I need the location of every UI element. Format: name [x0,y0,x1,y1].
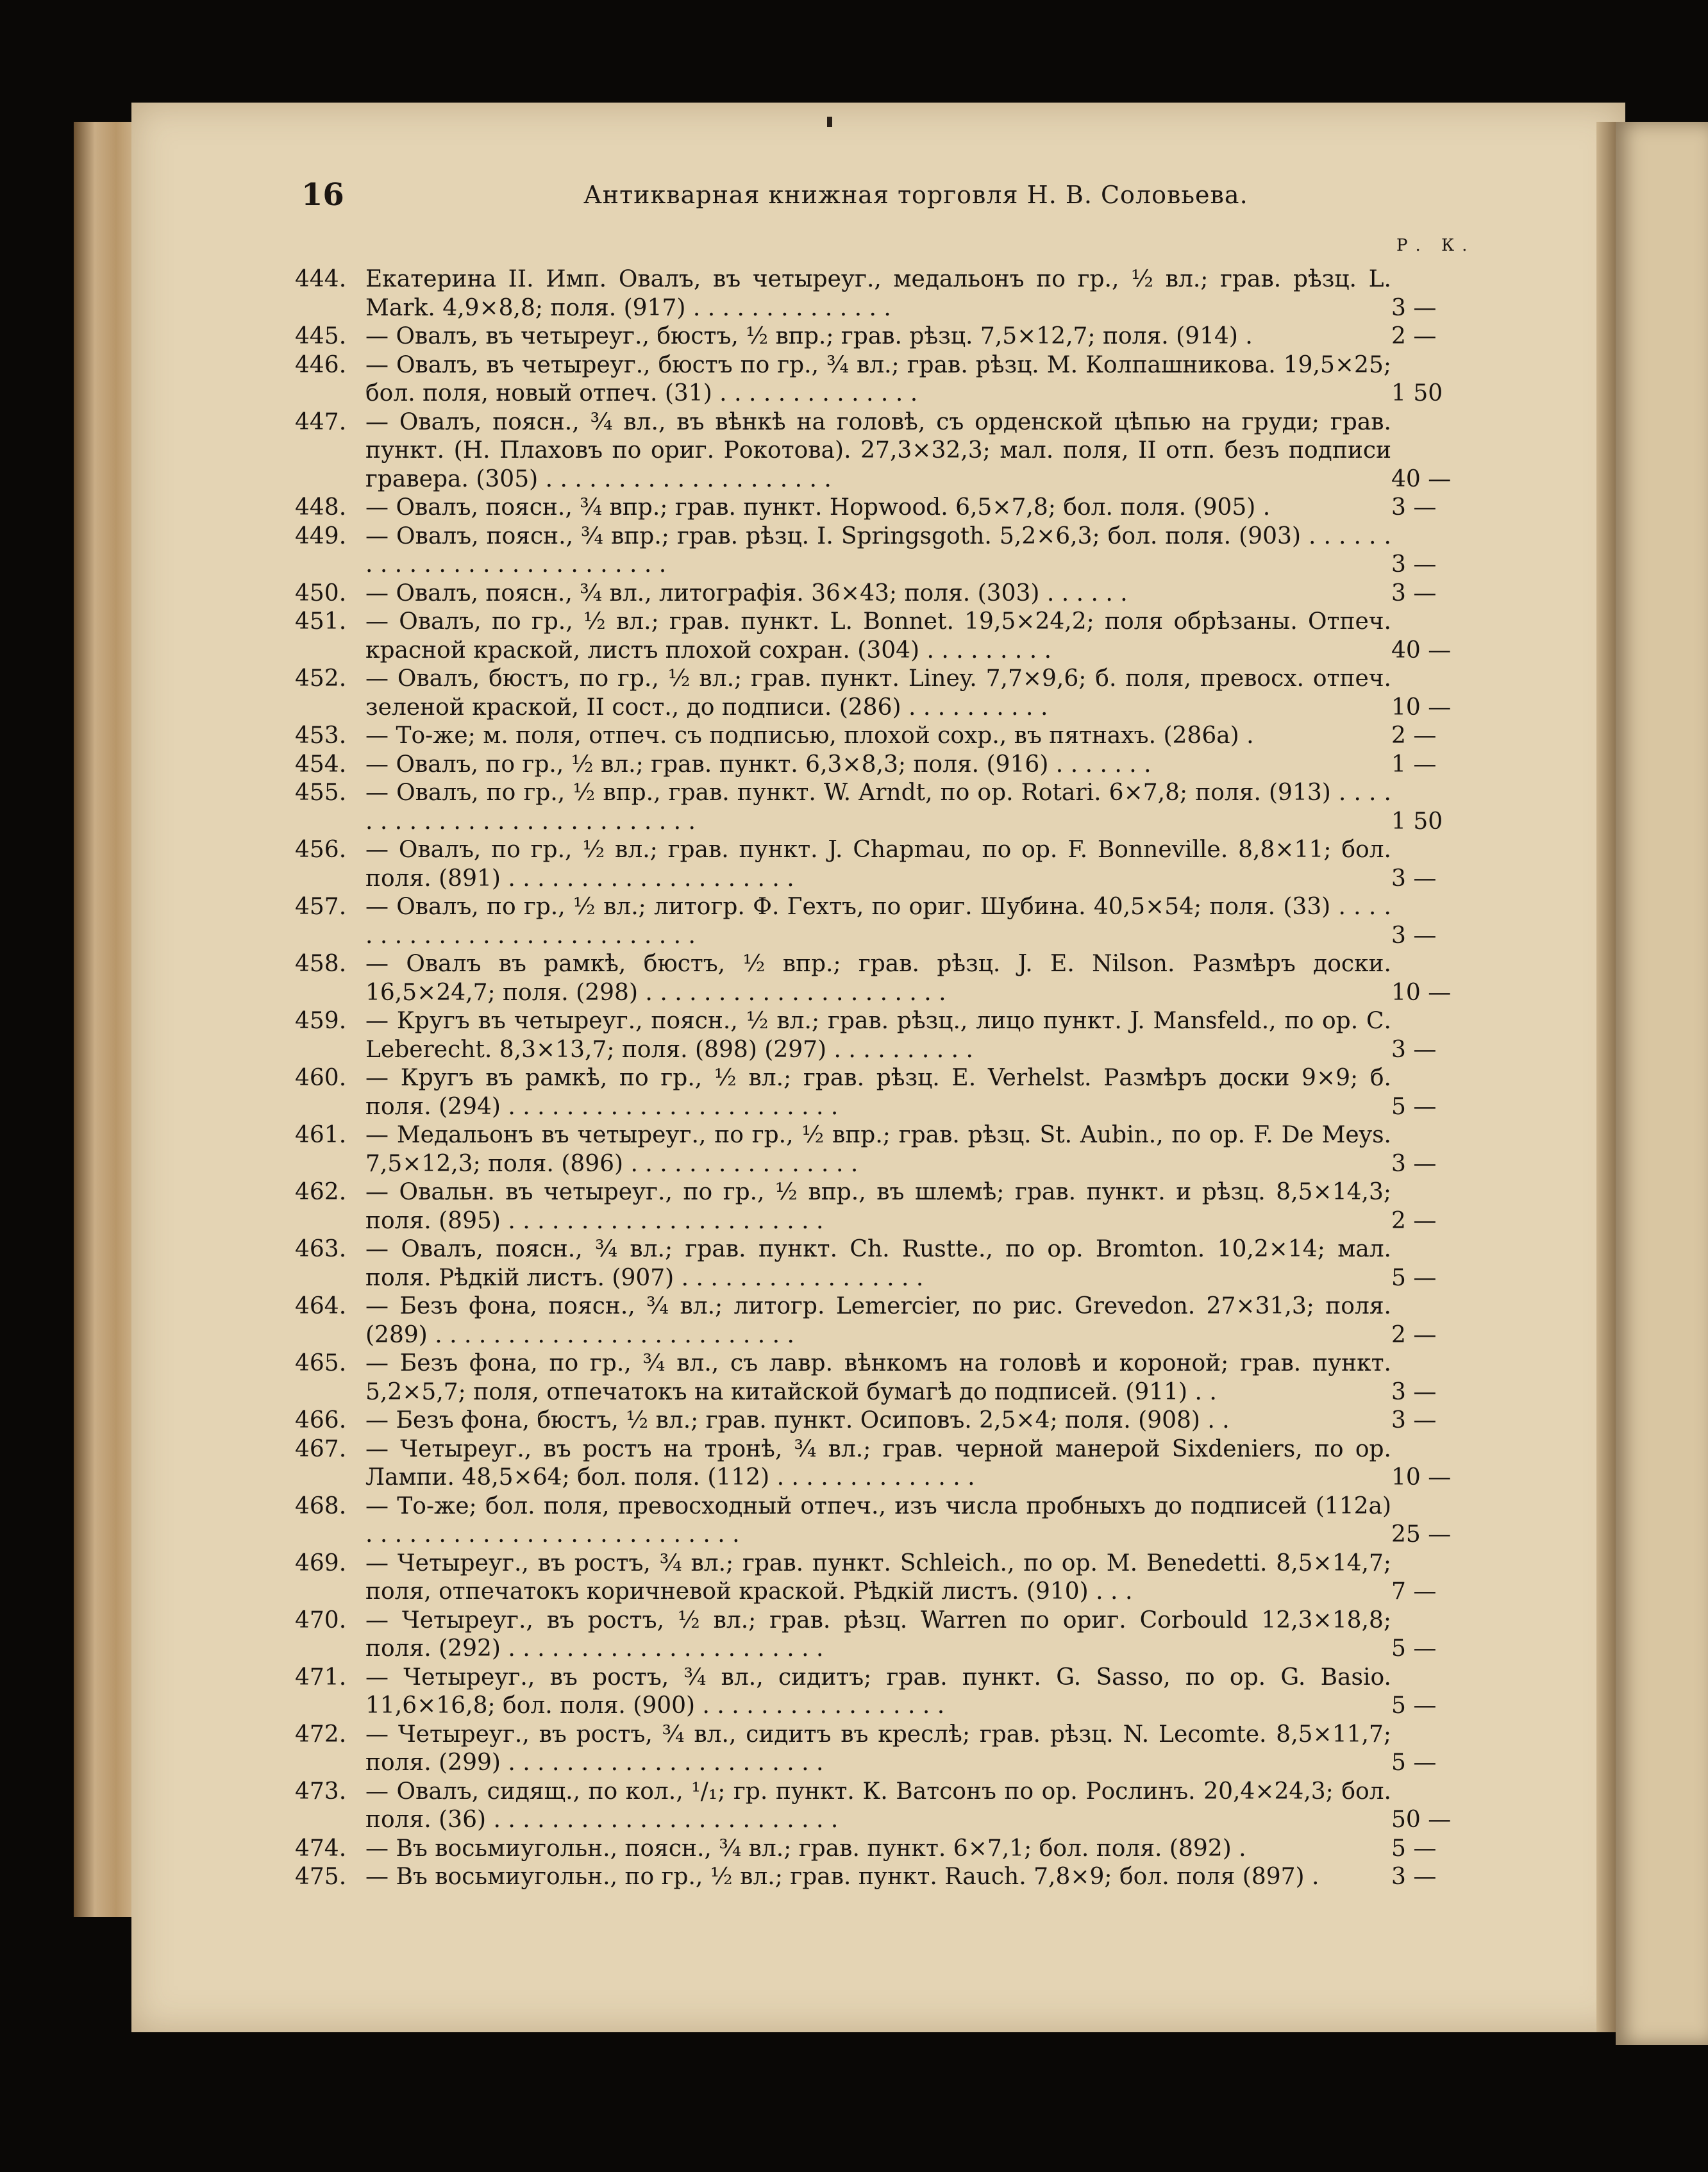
entry-description: — Овалъ, бюстъ, по гр., ½ вл.; грав. пункт. Liney. 7,7×9,6; б. поля, превосх. отпеч. зеленой краской, II сост., до подписи. (286) . . . . . . . . . . [365,665,1391,721]
catalog-entry [295,1492,1462,1550]
catalog-entry [295,722,1462,751]
entry-number: 463. [295,1236,347,1262]
entry-number: 450. [295,580,347,606]
entry-number: 452. [295,665,347,692]
catalog-entry [295,1064,1462,1121]
page-number: 16 [301,177,344,213]
entry-price: 3 — [1391,922,1437,949]
entry-description: — Овалъ, по гр., ½ вл.; грав. пункт. J. Chapmau, по ор. F. Bonneville. 8,8×11; бол. поля. (891) . . . . . . . . . . . . . . . . . . . . [365,837,1391,892]
entry-price: 3 — [1391,865,1437,892]
entry-price: 3 — [1391,1407,1437,1433]
entry-price: 1 — [1391,751,1437,778]
entry-number: 453. [295,723,347,749]
entry-description: — Въ восьмиугольн., поясн., ¾ вл.; грав. пункт. 6×7,1; бол. поля. (892) . [365,1835,1246,1862]
catalog-entry [295,1435,1462,1492]
entry-price: 50 — [1391,1807,1452,1833]
catalog-entry [295,1664,1462,1721]
entry-number: 447. [295,408,347,435]
entry-price: 2 — [1391,1207,1437,1234]
entry-number: 471. [295,1664,347,1691]
catalog-entry [295,893,1462,950]
entry-price: 5 — [1391,1835,1437,1862]
entry-number: 468. [295,1492,347,1519]
entry-description: — Овалъ, по гр., ½ вл.; грав. пункт. L. Bonnet. 19,5×24,2; поля обрѣзаны. Отпеч. красной краской, листъ плохой сохран. (304) . . . . . . . . . [365,608,1391,664]
entry-price: 3 — [1391,1864,1437,1890]
page-header [301,177,1584,215]
catalog-entry [295,1235,1462,1292]
entry-description: — Овалъ въ рамкѣ, бюстъ, ½ впр.; грав. рѣзц. J. E. Nilson. Размѣръ доски. 16,5×24,7; поля. (298) . . . . . . . . . . . . . . . . . . . . . [365,951,1391,1006]
entry-description: — Четыреуг., въ ростъ, ½ вл.; грав. рѣзц. Warren по ориг. Corbould 12,3×18,8; поля. (292) . . . . . . . . . . . . . . . . . . . . . . [365,1607,1391,1662]
entry-price: 3 — [1391,494,1437,521]
entry-number: 449. [295,522,347,549]
catalog-entry [295,322,1462,351]
entry-price: 10 — [1391,694,1452,721]
entry-price: 1 50 [1391,380,1443,406]
catalog-entry [295,1607,1462,1664]
catalog-entry [295,1121,1462,1178]
price-column-heading: Р. К. [1396,236,1475,255]
catalog-entry [295,1550,1462,1607]
entry-number: 470. [295,1607,347,1633]
entry-number: 469. [295,1550,347,1576]
entry-price: 1 50 [1391,808,1443,835]
catalog-entry [295,1007,1462,1064]
entry-description: — Четыреуг., въ ростъ, ¾ вл.; грав. пункт. Schleich., по ор. M. Benedetti. 8,5×14,7; поля, отпечатокъ коричневой краской. Рѣдкій листъ. (910) . . . [365,1550,1391,1605]
catalog-entry [295,351,1462,408]
facing-page [1616,122,1708,2045]
entry-number: 461. [295,1122,347,1148]
entry-price: 2 — [1391,723,1437,749]
entry-number: 473. [295,1778,347,1805]
entry-number: 444. [295,266,347,292]
catalog-entry [295,265,1462,322]
entry-description: — Четыреуг., въ ростъ, ¾ вл., сидитъ; грав. пункт. G. Sasso, по ор. G. Basio. 11,6×16,8; бол. поля. (900) . . . . . . . . . . . . . . . . . [365,1664,1391,1719]
catalog-entry [295,1407,1462,1435]
entry-price: 2 — [1391,323,1437,349]
entry-description: — Въ восьмиугольн., по гр., ½ вл.; грав. пункт. Rauch. 7,8×9; бол. поля (897) . [365,1864,1319,1890]
entry-price: 2 — [1391,1321,1437,1348]
entry-description: — Четыреуг., въ ростъ на тронѣ, ¾ вл.; грав. черной манерой Sixdeniers, по ор. Лампи. 48,5×64; бол. поля. (112) . . . . . . . . . . . . . . [365,1435,1391,1491]
entry-description: — Кругъ въ четыреуг., поясн., ½ вл.; грав. рѣзц., лицо пункт. J. Mansfeld., по ор. С. Leberecht. 8,3×13,7; поля. (898) (297) . . . . . . . . . . [365,1008,1391,1063]
running-title: Антикварная книжная торговля Н. В. Соловьева. [583,181,1248,209]
catalog-entry [295,494,1462,522]
entry-description: — Овалъ, сидящ., по кол., ¹/₁; гр. пункт. К. Ватсонъ по ор. Рослинъ. 20,4×24,3; бол. поля. (36) . . . . . . . . . . . . . . . . . . . . . . . . [365,1778,1391,1833]
entry-description: — Медальонъ въ четыреуг., по гр., ½ впр.; грав. рѣзц. St. Aubin., по ор. F. De Meys. 7,5×12,3; поля. (896) . . . . . . . . . . . . . . . . [365,1122,1391,1177]
entry-price: 3 — [1391,1150,1437,1177]
entry-price: 5 — [1391,1635,1437,1662]
entry-number: 474. [295,1835,347,1862]
entry-description: — Овалъ, поясн., ¾ впр.; грав. пункт. Hopwood. 6,5×7,8; бол. поля. (905) . [365,494,1271,521]
catalog-entry [295,751,1462,780]
entry-price: 25 — [1391,1521,1452,1548]
entry-price: 3 — [1391,580,1437,606]
entry-description: — Овальн. въ четыреуг., по гр., ½ впр., въ шлемѣ; грав. пункт. и рѣзц. 8,5×14,3; поля. (895) . . . . . . . . . . . . . . . . . . . . . . [365,1179,1391,1234]
entry-number: 451. [295,608,347,635]
entry-description: — Безъ фона, поясн., ¾ вл.; литогр. Lemercier, по рис. Grevedon. 27×31,3; поля. (289) . . . . . . . . . . . . . . . . . . . . . . . . . [365,1293,1391,1348]
entry-price: 3 — [1391,551,1437,578]
entry-number: 457. [295,894,347,920]
catalog-entry [295,1349,1462,1407]
entry-number: 446. [295,351,347,378]
entry-description: — Безъ фона, бюстъ, ½ вл.; грав. пункт. Осиповъ. 2,5×4; поля. (908) . . [365,1407,1230,1433]
entry-description: — Безъ фона, по гр., ¾ вл., съ лавр. вѣнкомъ на головѣ и короной; грав. пункт. 5,2×5,7; поля, отпечатокъ на китайской бумагѣ до подписей. (911) . . [365,1350,1391,1405]
entry-price: 5 — [1391,1750,1437,1776]
entry-description: — Овалъ, въ четыреуг., бюстъ, ½ впр.; грав. рѣзц. 7,5×12,7; поля. (914) . [365,323,1253,349]
entry-description: — Овалъ, поясн., ¾ вл., литографія. 36×43; поля. (303) . . . . . . [365,580,1128,606]
catalog-entry [295,1863,1462,1892]
print-mark [827,117,832,127]
catalog-entry [295,608,1462,665]
catalog-entry [295,580,1462,608]
entry-number: 466. [295,1407,347,1433]
entry-number: 467. [295,1435,347,1462]
entry-price: 10 — [1391,979,1452,1006]
entry-number: 475. [295,1864,347,1890]
entry-description: — Овалъ, по гр., ½ вл.; грав. пункт. 6,3×8,3; поля. (916) . . . . . . . [365,751,1151,778]
entry-description: — Кругъ въ рамкѣ, по гр., ½ вл.; грав. рѣзц. E. Verhelst. Размѣръ доски 9×9; б. поля. (294) . . . . . . . . . . . . . . . . . . . . . . . [365,1065,1391,1120]
entry-description: — То-же; м. поля, отпеч. съ подписью, плохой сохр., въ пятнахъ. (286а) . [365,723,1254,749]
catalog-entry [295,1721,1462,1778]
catalog-entry [295,1178,1462,1235]
entry-number: 464. [295,1293,347,1319]
entry-number: 465. [295,1350,347,1376]
catalog-entry [295,950,1462,1007]
entry-number: 458. [295,951,347,977]
entry-price: 7 — [1391,1578,1437,1605]
entry-price: 40 — [1391,465,1452,492]
catalog-entry [295,779,1462,836]
entry-number: 460. [295,1065,347,1091]
entry-number: 448. [295,494,347,521]
entry-number: 462. [295,1179,347,1205]
entry-number: 455. [295,780,347,806]
catalog-entry [295,522,1462,580]
entry-price: 10 — [1391,1464,1452,1491]
entry-description: — Овалъ, въ четыреуг., бюстъ по гр., ¾ вл.; грав. рѣзц. М. Колпашникова. 19,5×25; бол. поля, новый отпеч. (31) . . . . . . . . . . . . . . [365,351,1391,406]
catalog-entry [295,1835,1462,1864]
entry-description: Екатерина II. Имп. Овалъ, въ четыреуг., медальонъ по гр., ½ вл.; грав. рѣзц. L. Mark. 4,9×8,8; поля. (917) . . . . . . . . . . . . . . [365,266,1391,321]
entry-price: 5 — [1391,1264,1437,1291]
entry-number: 472. [295,1721,347,1748]
entry-number: 454. [295,751,347,778]
entry-number: 456. [295,837,347,863]
entry-price: 3 — [1391,1378,1437,1405]
catalog-entry [295,665,1462,722]
entry-price: 40 — [1391,637,1452,664]
entry-description: — То-же; бол. поля, превосходный отпеч., изъ числа пробныхъ до подписей (112а) . . . . . . . . . . . . . . . . . . . . . . . . . . [365,1492,1391,1548]
entry-description: — Овалъ, поясн., ¾ впр.; грав. рѣзц. I. Springsgoth. 5,2×6,3; бол. поля. (903) . . . . . . . . . . . . . . . . . . . . . . . . . . . [365,522,1391,578]
entry-price: 3 — [1391,1036,1437,1063]
entry-number: 459. [295,1008,347,1034]
entry-price: 5 — [1391,1692,1437,1719]
entry-price: 5 — [1391,1093,1437,1120]
catalog-entry [295,836,1462,893]
entry-description: — Четыреуг., въ ростъ, ¾ вл., сидитъ въ креслѣ; грав. рѣзц. N. Lecomte. 8,5×11,7; поля. (299) . . . . . . . . . . . . . . . . . . . . . . [365,1721,1391,1776]
catalog-entry [295,1292,1462,1349]
entry-description: — Овалъ, по гр., ½ вл.; литогр. Ф. Гехтъ, по ориг. Шубина. 40,5×54; поля. (33) . . . . . . . . . . . . . . . . . . . . . . . . . . . [365,894,1391,949]
entry-description: — Овалъ, по гр., ½ впр., грав. пункт. W. Arndt, по ор. Rotari. 6×7,8; поля. (913) . . . . . . . . . . . . . . . . . . . . . . . . . . . [365,780,1391,835]
entry-price: 3 — [1391,294,1437,321]
catalog-entry [295,1778,1462,1835]
entry-description: — Овалъ, поясн., ¾ вл., въ вѣнкѣ на головѣ, съ орденской цѣпью на груди; грав. пункт. (Н. Плаховъ по ориг. Рокотова). 27,3×32,3; мал. поля, II отп. безъ подписи гравера. (305) . . . . . . . . . . . . . . . . . . . . [365,408,1391,492]
entry-number: 445. [295,323,347,349]
catalog-entry [295,408,1462,494]
catalog-entries [295,265,1462,1892]
entry-description: — Овалъ, поясн., ¾ вл.; грав. пункт. Ch. Rustte., по ор. Bromton. 10,2×14; мал. поля. Рѣдкій листъ. (907) . . . . . . . . . . . . . . . . . [365,1236,1391,1291]
